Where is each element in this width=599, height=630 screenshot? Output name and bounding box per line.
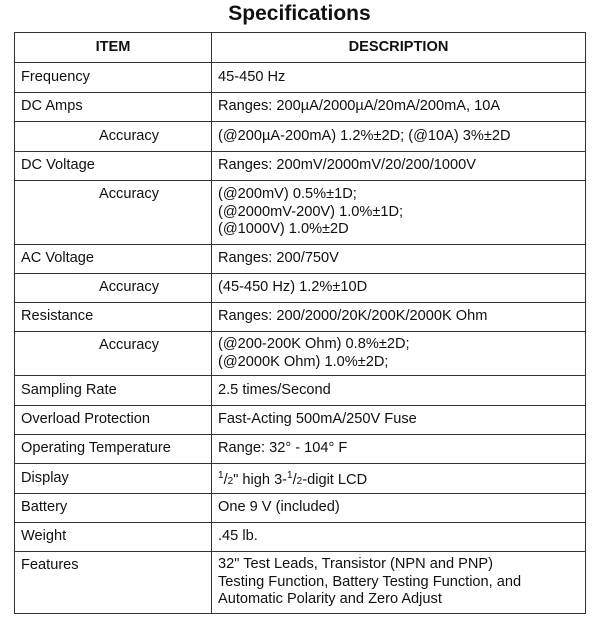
- fraction-numerator: 1: [287, 469, 293, 481]
- item-cell: Accuracy: [15, 274, 212, 303]
- description-cell: Ranges: 200/2000/20K/200K/2000K Ohm: [212, 303, 586, 332]
- table-row: [15, 93, 586, 122]
- description-cell: Ranges: 200µA/2000µA/20mA/200mA, 10A: [212, 93, 586, 122]
- description-line: Testing Function, Battery Testing Function, and: [218, 573, 522, 590]
- table-row: [15, 274, 586, 303]
- description-cell: Ranges: 200mV/2000mV/20/200/1000V: [212, 152, 586, 181]
- table-row: [15, 376, 586, 406]
- description-cell: [212, 552, 586, 614]
- description-line: 32" Test Leads, Transistor (NPN and PNP): [218, 556, 494, 573]
- item-cell: Overload Protection: [15, 406, 212, 435]
- fraction-denominator: 2: [296, 475, 303, 487]
- item-cell: DC Amps: [15, 93, 212, 122]
- item-cell: DC Voltage: [15, 152, 212, 181]
- table-row: [15, 245, 586, 274]
- item-cell: Accuracy: [15, 122, 212, 152]
- description-line: (@1000V) 1.0%±2D: [218, 221, 349, 238]
- item-cell: Accuracy: [15, 332, 212, 376]
- table-row: [15, 406, 586, 435]
- table-row: [15, 122, 586, 152]
- item-cell: Sampling Rate: [15, 376, 212, 406]
- description-cell: 45-450 Hz: [212, 63, 586, 93]
- page-title: Specifications: [228, 2, 371, 25]
- item-cell: Operating Temperature: [15, 435, 212, 464]
- description-cell: .45 lb.: [212, 523, 586, 552]
- description-cell: 2.5 times/Second: [212, 376, 586, 406]
- table-row: [15, 181, 586, 245]
- description-cell: Range: 32° - 104° F: [212, 435, 586, 464]
- description-cell: One 9 V (included): [212, 494, 586, 523]
- description-cell: $^1$/2" high 3-$^1$/2-digit LCD: [212, 464, 586, 494]
- description-column-header: DESCRIPTION: [212, 33, 586, 63]
- description-cell: (45-450 Hz) 1.2%±10D: [212, 274, 586, 303]
- description-line: (@200mV) 0.5%±1D;: [218, 186, 357, 203]
- item-cell: Accuracy: [15, 181, 212, 245]
- description-cell: Ranges: 200/750V: [212, 245, 586, 274]
- item-cell: AC Voltage: [15, 245, 212, 274]
- display-text: -digit LCD: [302, 471, 368, 488]
- display-text: " high 3-: [233, 471, 288, 488]
- table-row: [15, 152, 586, 181]
- description-cell: [212, 181, 586, 245]
- fraction-denominator: 2: [227, 475, 234, 487]
- description-line: (@200-200K Ohm) 0.8%±2D;: [218, 336, 410, 352]
- table-header-row: [15, 33, 586, 63]
- description-cell: [212, 332, 586, 376]
- description-cell: Fast-Acting 500mA/250V Fuse: [212, 406, 586, 435]
- table-row: [15, 332, 586, 376]
- table-row: [15, 523, 586, 552]
- specifications-table: [14, 32, 586, 614]
- item-column-header: ITEM: [15, 33, 212, 63]
- item-cell: Battery: [15, 494, 212, 523]
- item-cell: Display: [15, 464, 212, 494]
- table-row: [15, 435, 586, 464]
- item-cell: Frequency: [15, 63, 212, 93]
- description-line: Automatic Polarity and Zero Adjust: [218, 591, 442, 608]
- table-row: [15, 303, 586, 332]
- item-cell: Resistance: [15, 303, 212, 332]
- table-row: [15, 63, 586, 93]
- description-cell: (@200µA-200mA) 1.2%±2D; (@10A) 3%±2D: [212, 122, 586, 152]
- table-row: [15, 494, 586, 523]
- table-row: [15, 464, 586, 494]
- description-line: (@2000mV-200V) 1.0%±1D;: [218, 203, 404, 220]
- description-line: (@2000K Ohm) 1.0%±2D;: [218, 353, 389, 370]
- item-cell: Weight: [15, 523, 212, 552]
- table-row: [15, 552, 586, 614]
- item-cell: Features: [15, 552, 212, 614]
- fraction-numerator: 1: [218, 469, 224, 481]
